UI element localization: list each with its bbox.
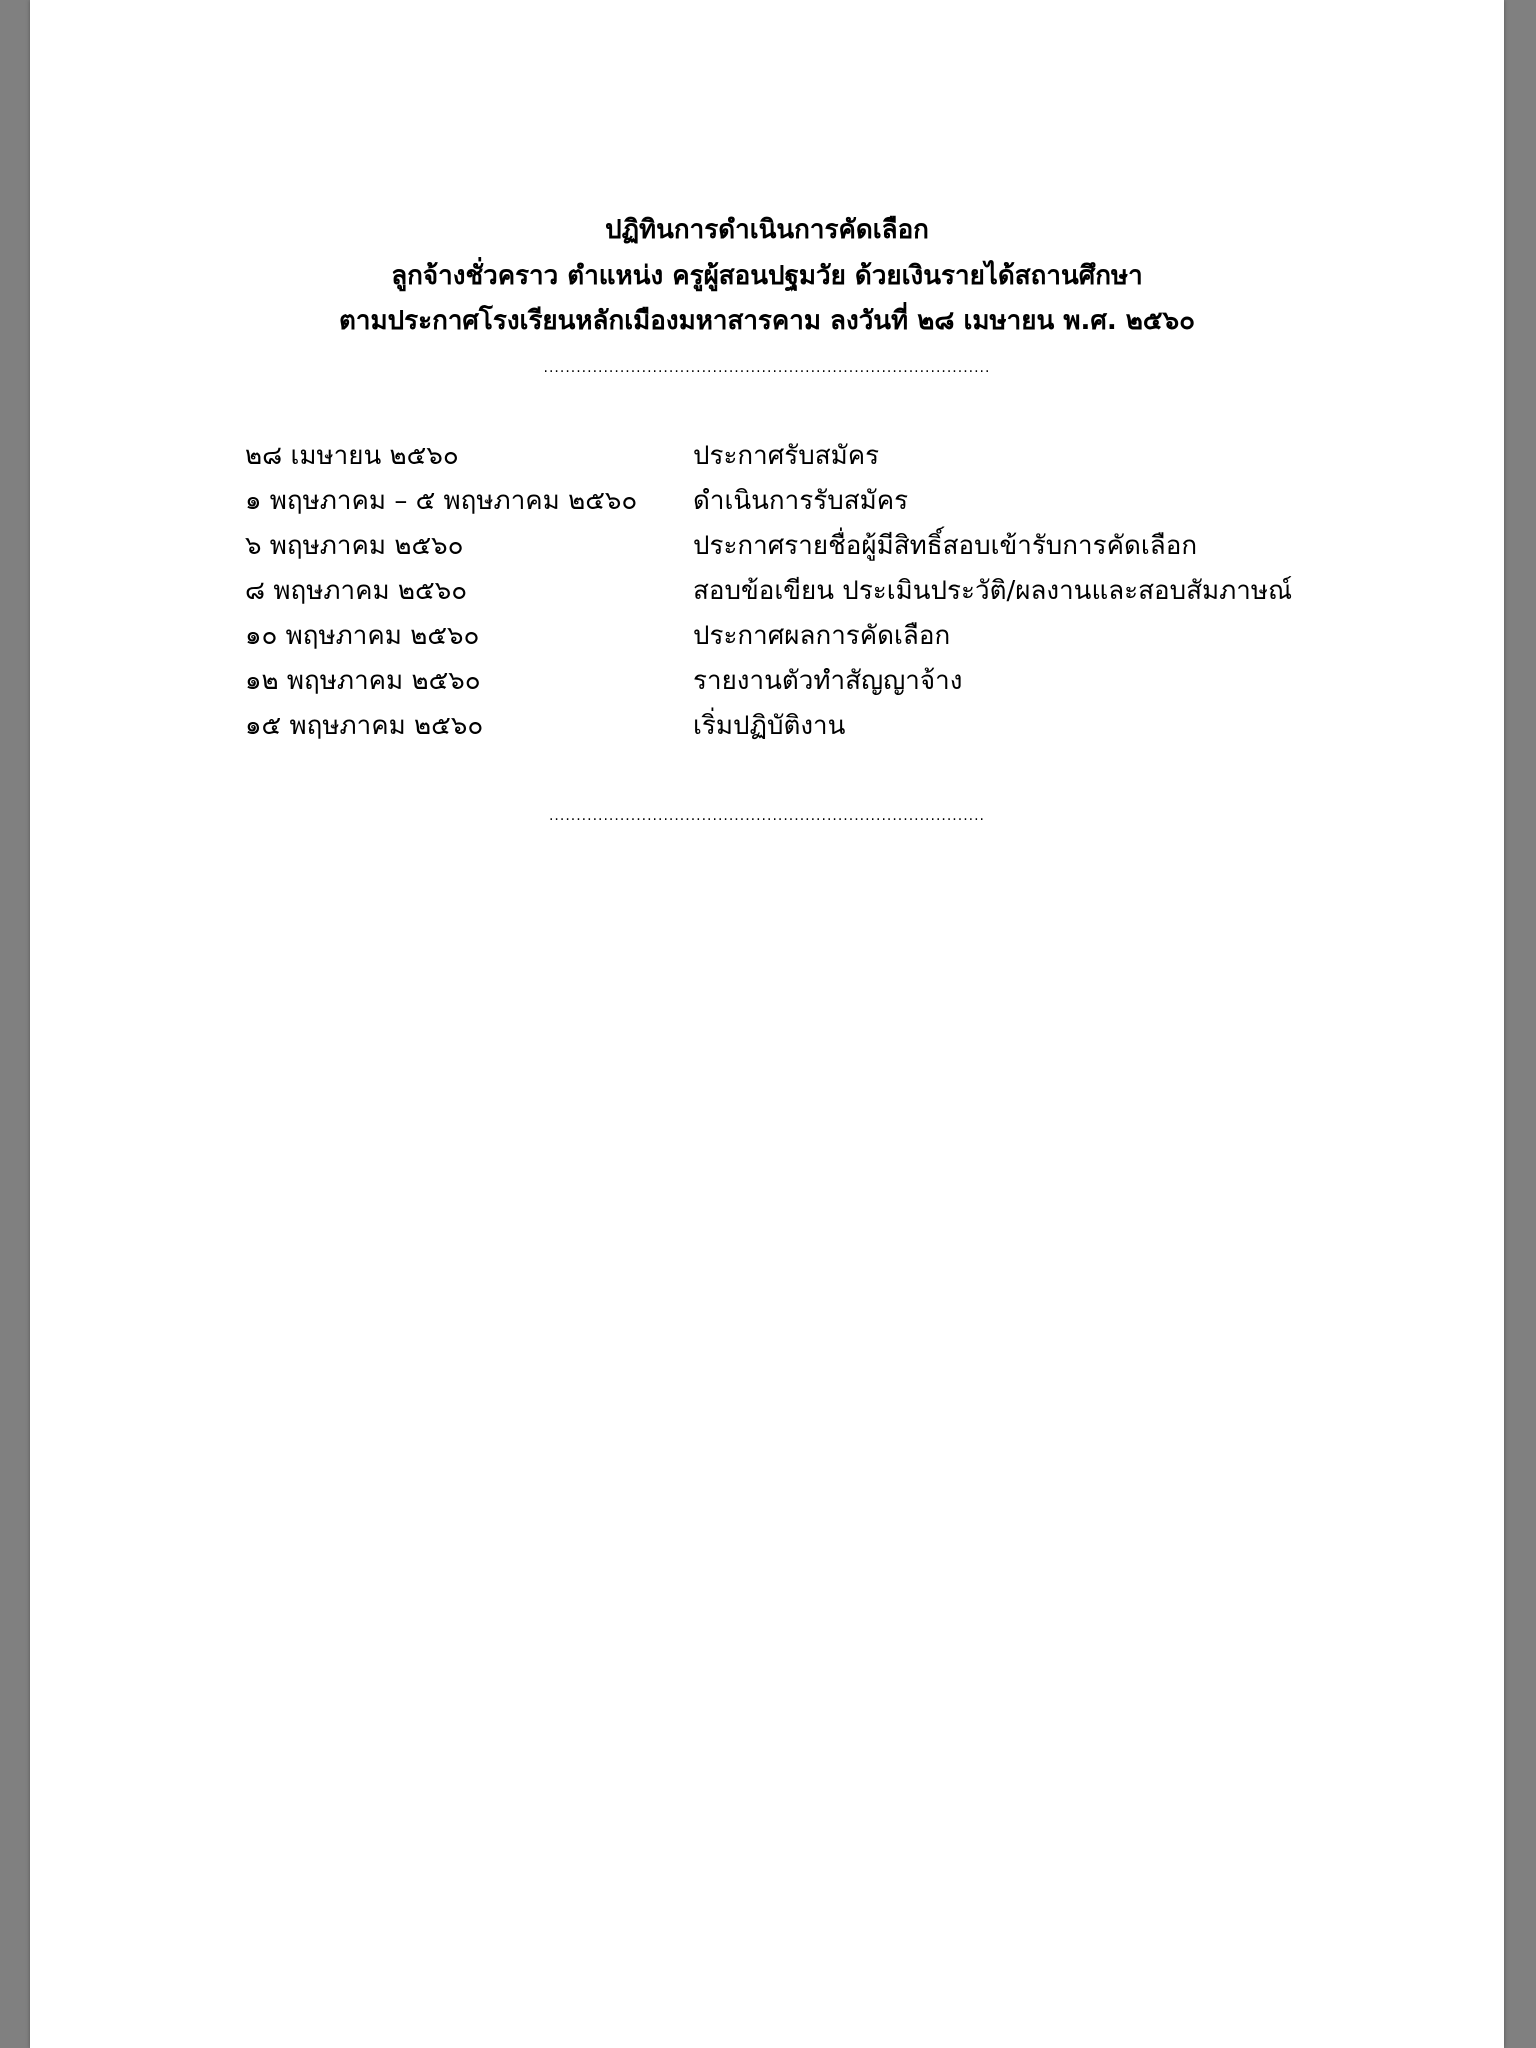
schedule-activity: ประกาศรายชื่อผู้มีสิทธิ์สอบเข้ารับการคัดเลือก <box>693 531 1198 561</box>
document-page <box>30 0 1504 2048</box>
schedule-date: ๑ พฤษภาคม – ๕ พฤษภาคม ๒๕๖๐ <box>245 486 638 516</box>
document-title: ปฏิทินการดำเนินการคัดเลือก <box>605 215 929 245</box>
schedule-row <box>30 704 1504 748</box>
divider-top: .................................................................................. <box>543 360 991 376</box>
schedule-row <box>30 569 1504 613</box>
schedule-row <box>30 614 1504 658</box>
schedule-activity: เริ่มปฏิบัติงาน <box>693 711 846 741</box>
schedule-date: ๖ พฤษภาคม ๒๕๖๐ <box>245 531 464 561</box>
schedule-date: ๒๘ เมษายน ๒๕๖๐ <box>245 441 459 471</box>
schedule-row <box>30 479 1504 523</box>
schedule-row <box>30 659 1504 703</box>
schedule-activity: ประกาศผลการคัดเลือก <box>693 621 951 651</box>
document-announcement-reference: ตามประกาศโรงเรียนหลักเมืองมหาสารคาม ลงวันที่ ๒๘ เมษายน พ.ศ. ๒๕๖๐ <box>339 306 1195 336</box>
schedule-date: ๑๕ พฤษภาคม ๒๕๖๐ <box>245 711 484 741</box>
schedule-date: ๑๐ พฤษภาคม ๒๕๖๐ <box>245 621 480 651</box>
divider-bottom: ................................................................................ <box>548 808 985 824</box>
document-subtitle: ลูกจ้างชั่วคราว ตำแหน่ง ครูผู้สอนปฐมวัย ด้วยเงินรายได้สถานศึกษา <box>391 261 1143 291</box>
schedule-activity: รายงานตัวทำสัญญาจ้าง <box>693 666 963 696</box>
schedule-row <box>30 524 1504 568</box>
schedule-activity: ประกาศรับสมัคร <box>693 441 880 471</box>
schedule-activity: สอบข้อเขียน ประเมินประวัติ/ผลงานและสอบสัมภาษณ์ <box>693 576 1293 606</box>
schedule-date: ๘ พฤษภาคม ๒๕๖๐ <box>245 576 468 606</box>
schedule-date: ๑๒ พฤษภาคม ๒๕๖๐ <box>245 666 481 696</box>
schedule-row <box>30 434 1504 478</box>
schedule-activity: ดำเนินการรับสมัคร <box>693 486 909 516</box>
